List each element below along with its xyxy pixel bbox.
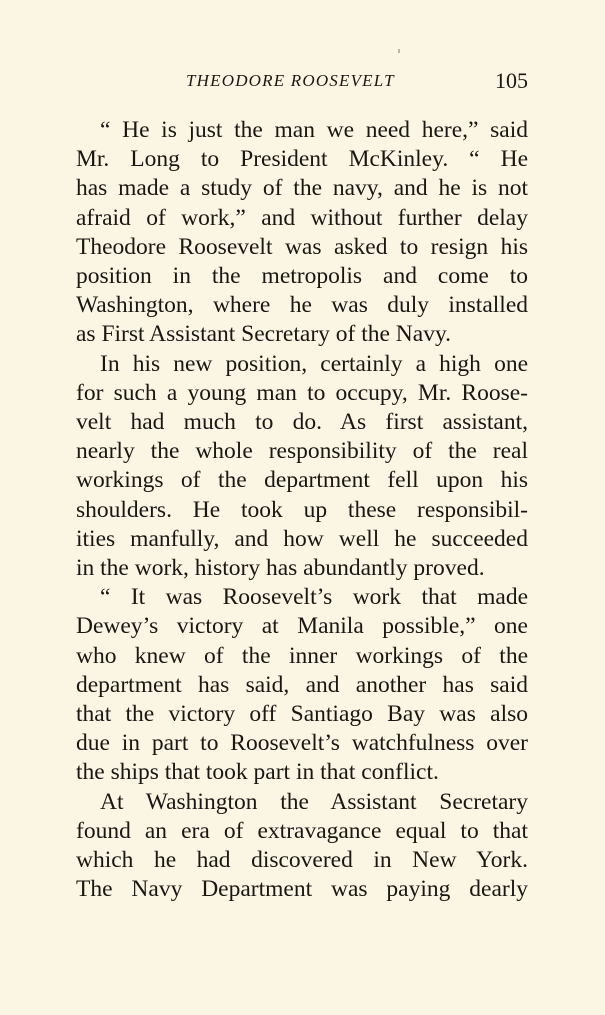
text-line: found an era of extravagance equal to that [76, 817, 528, 844]
text-line: due in part to Roosevelt’s watchfulness over [76, 730, 528, 757]
text-line: velt had much to do. As first assistant, [76, 409, 528, 436]
text-line: In his new position, certainly a high one [100, 350, 528, 377]
text-line: who knew of the inner workings of the [76, 642, 528, 669]
paragraph-4 [76, 788, 528, 905]
text-line: in the work, history has abundantly proved. [76, 555, 485, 582]
text-line: nearly the whole responsibility of the real [76, 438, 528, 465]
text-line: the ships that took part in that conflict. [76, 759, 439, 786]
text-line: Theodore Roosevelt was asked to resign his [76, 233, 528, 260]
text-line: shoulders. He took up these responsibil- [76, 496, 528, 523]
text-line: At Washington the Assistant Secretary [100, 788, 528, 815]
text-line: “ He is just the man we need here,” said [100, 117, 528, 143]
text-line: for such a young man to occupy, Mr. Roose- [76, 379, 528, 406]
text-line: which he had discovered in New York. [76, 847, 528, 874]
paragraph-3 [76, 583, 528, 787]
text-line: The Navy Department was paying dearly [76, 876, 528, 903]
text-line: that the victory off Santiago Bay was also [76, 701, 528, 728]
text-line: “ It was Roosevelt’s work that made [100, 584, 528, 611]
text-line: Mr. Long to President McKinley. “ He [76, 146, 528, 173]
text-line: workings of the department fell upon his [76, 467, 528, 494]
body-text [76, 116, 528, 904]
text-line: as First Assistant Secretary of the Navy. [76, 321, 452, 348]
text-line: Dewey’s victory at Manila possible,” one [76, 613, 528, 640]
paragraph-1 [76, 116, 528, 350]
page-speck [398, 49, 400, 53]
text-line: position in the metropolis and come to [76, 263, 528, 290]
text-line: Washington, where he was duly installed [76, 292, 528, 319]
paragraph-2 [76, 350, 528, 584]
running-header [76, 68, 528, 96]
text-line: has made a study of the navy, and he is not [76, 175, 528, 202]
text-line: department has said, and another has said [76, 671, 528, 698]
text-line: afraid of work,” and without further delay [76, 204, 528, 231]
page-number: 105 [495, 68, 528, 93]
running-title: THEODORE ROOSEVELT [186, 71, 395, 90]
text-line: ities manfully, and how well he succeeded [76, 525, 528, 552]
